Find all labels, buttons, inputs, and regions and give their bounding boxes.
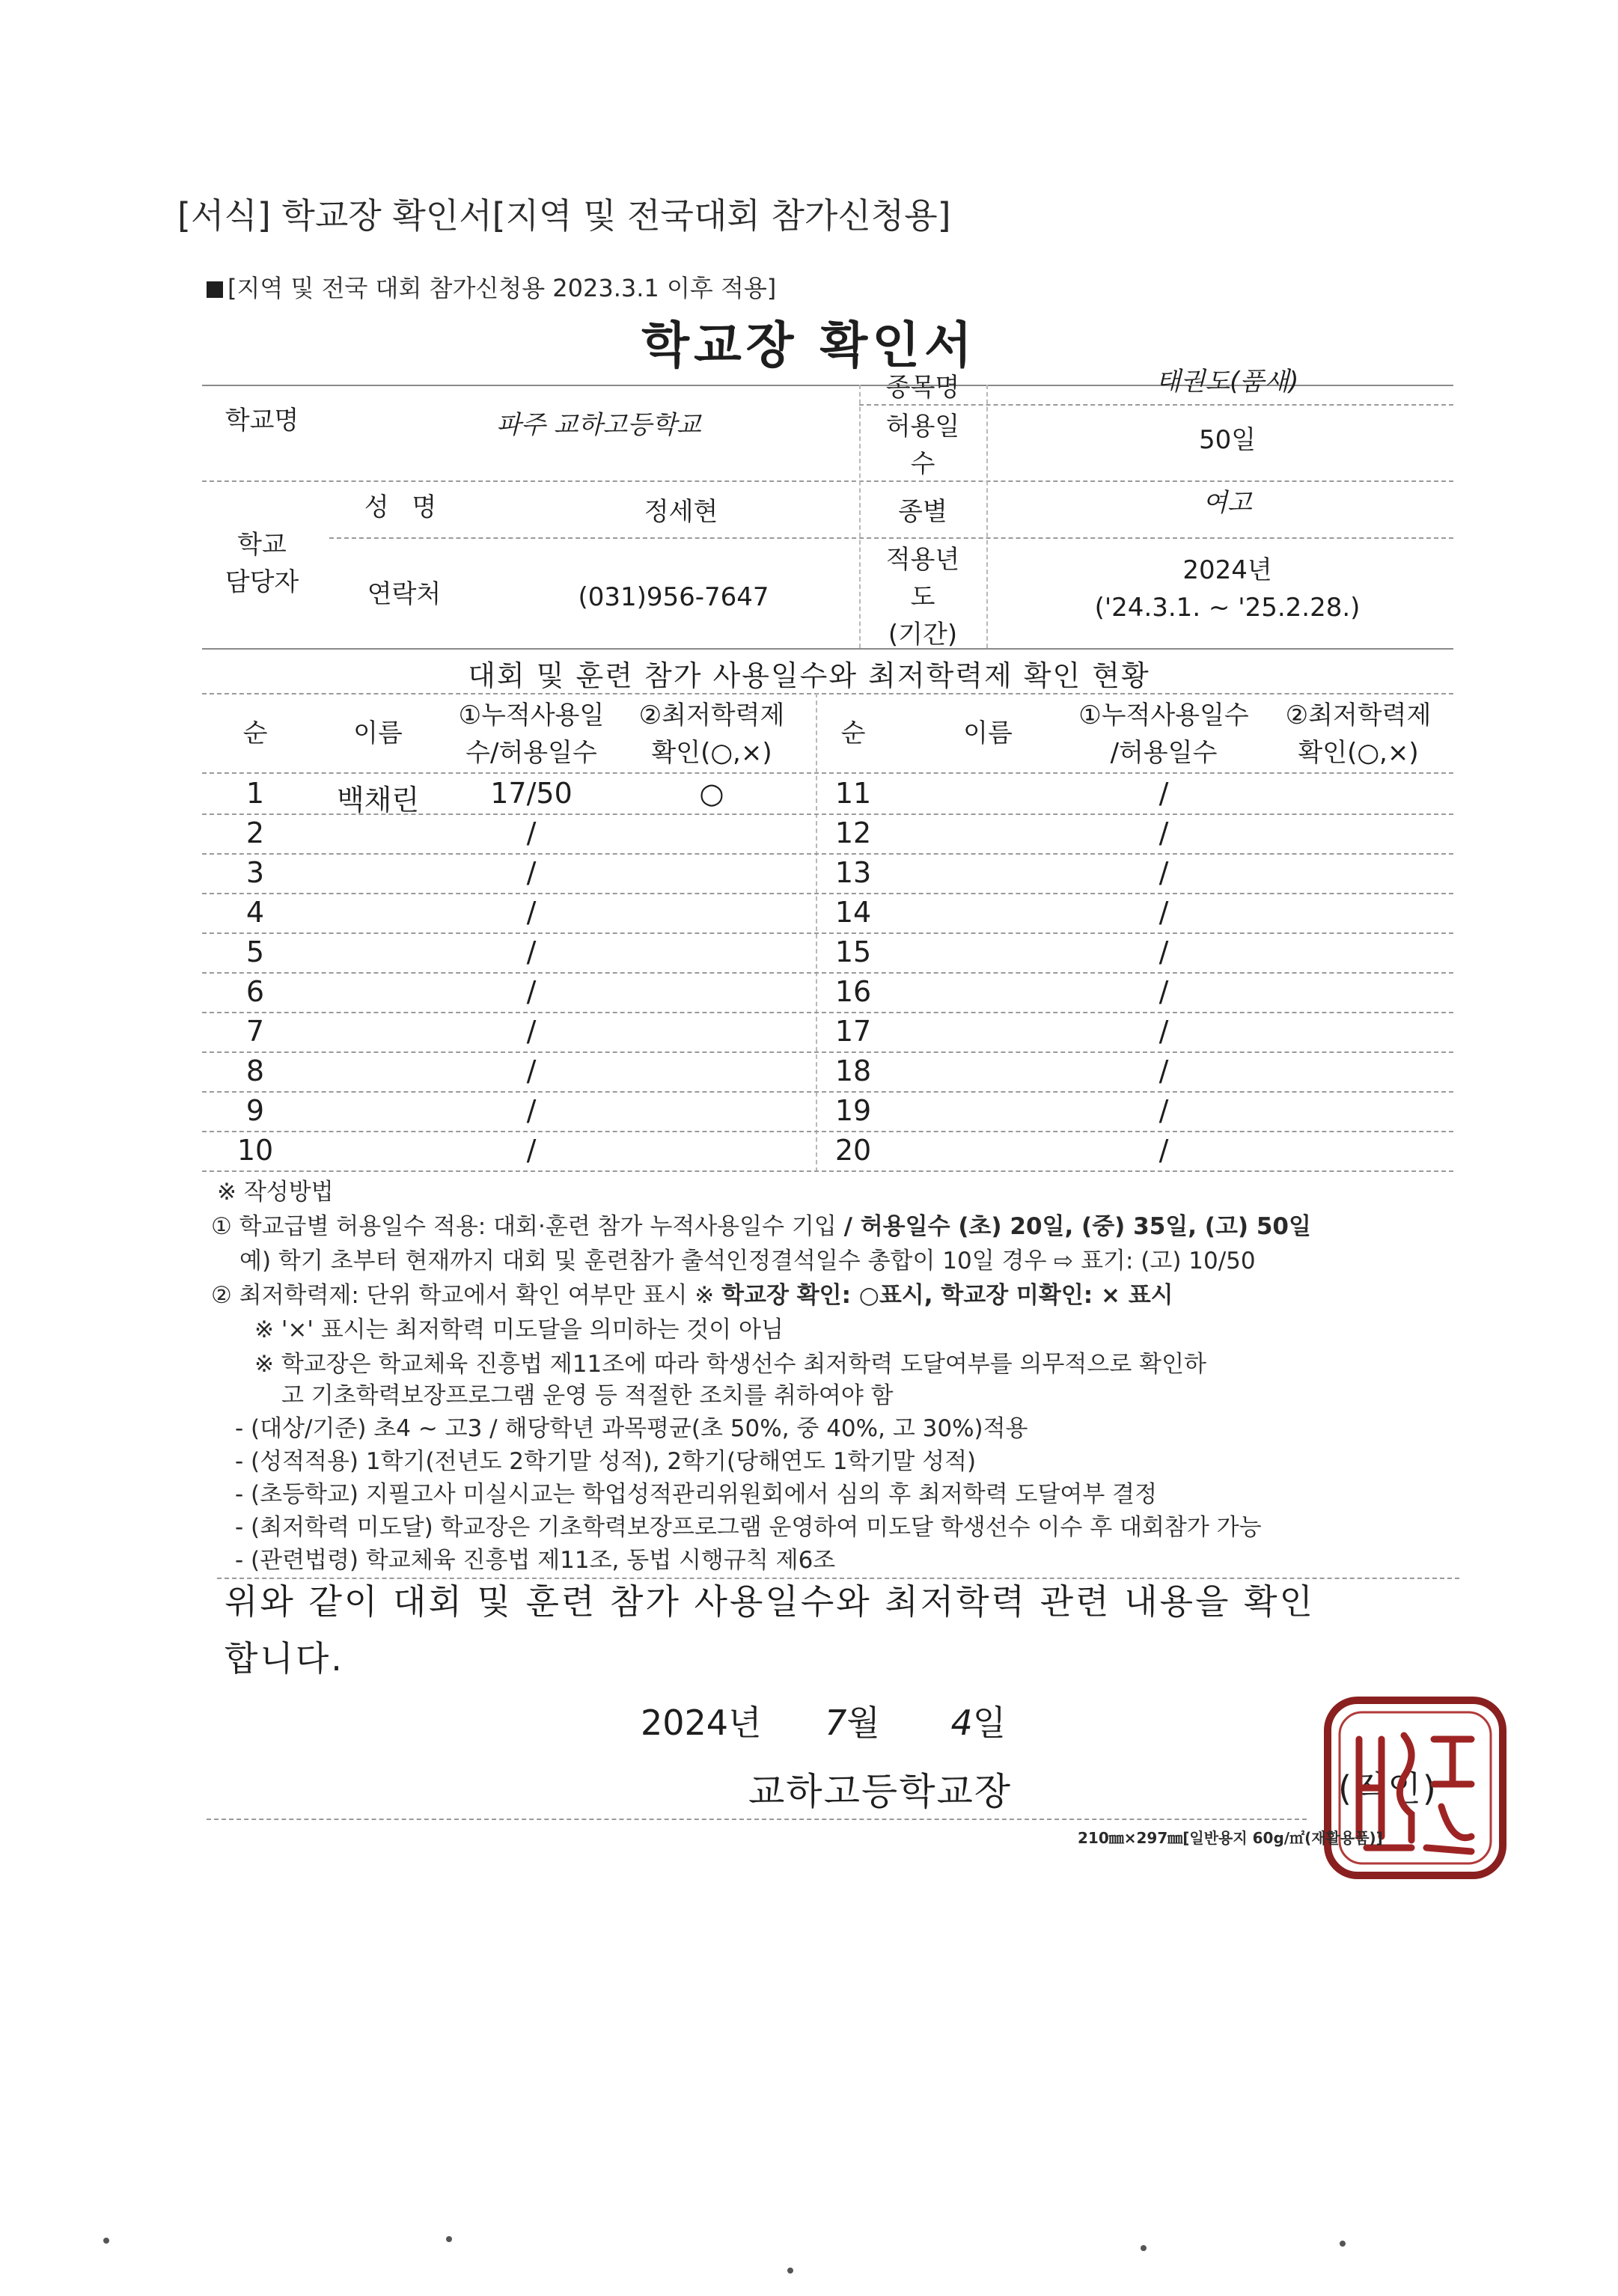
year-value: 2024년	[1182, 555, 1272, 585]
allowed-days-label-2: 수	[910, 449, 935, 479]
row-no-right: 14	[834, 896, 872, 929]
row-days-right: /	[1158, 1134, 1169, 1167]
period-value: ('24.3.1. ~ '25.2.28.)	[1094, 593, 1361, 623]
row-days: 17/50	[490, 777, 573, 810]
row-days: /	[526, 1094, 537, 1127]
event-value: 태권도(품새)	[1156, 367, 1299, 397]
category-value: 여고	[1203, 488, 1252, 518]
confirmation-line-1: 위와 같이 대회 및 훈련 참가 사용일수와 최저학력 관련 내용을 확인	[225, 1581, 1315, 1622]
contact-label: 연락처	[367, 579, 442, 609]
note-2-text: ② 최저학력제: 단위 학교에서 확인 여부만 표시 ※	[211, 1282, 722, 1309]
row-divider	[202, 972, 1453, 974]
header-days-right-1: ①누적사용일수	[1078, 700, 1249, 730]
note-1-example: 예) 학기 초부터 현재까지 대회 및 훈련참가 출석인정결석일수 총합이 10일 경우 ⇨ 표기: (고) 10/50	[239, 1248, 1256, 1274]
row-no-right: 15	[834, 935, 872, 968]
detail-not-reached: - (최저학력 미도달) 학교장은 기초학력보장프로그램 운영하여 미도달 학생선수 이수 후 대회참가 가능	[235, 1514, 1262, 1541]
year-label-2: 도	[910, 582, 935, 612]
row-no: 9	[245, 1094, 265, 1127]
row-no-right: 17	[834, 1015, 872, 1048]
official-seal-icon	[1322, 1694, 1509, 1881]
row-no-right: 20	[834, 1134, 872, 1167]
name-label: 성 명	[364, 492, 445, 522]
row-divider	[202, 853, 1453, 855]
notes-heading: ※ 작성방법	[217, 1179, 334, 1206]
row-days-right: /	[1158, 1094, 1169, 1127]
row-no-right: 16	[834, 975, 872, 1008]
name-value: 정세현	[644, 497, 718, 527]
row-no: 2	[245, 816, 265, 849]
detail-grades: - (성적적용) 1학기(전년도 2학기말 성적), 2학기(당해연도 1학기말 성적)	[235, 1448, 977, 1475]
row-days: /	[526, 975, 537, 1008]
detail-target: - (대상/기준) 초4 ~ 고3 / 해당학년 과목평균(초 50%, 중 40%, 고 30%)적용	[235, 1415, 1028, 1442]
row-check: ○	[699, 777, 724, 810]
note-1	[211, 1211, 1311, 1242]
table-header-border	[202, 772, 1453, 774]
detail-laws: - (관련법령) 학교체육 진흥법 제11조, 동법 시행규칙 제6조	[235, 1547, 836, 1574]
school-label: 학교명	[225, 406, 299, 436]
note-2-sub-2b: 고 기초학력보장프로그램 운영 등 적절한 조치를 취하여야 함	[281, 1382, 894, 1409]
row-no: 8	[245, 1054, 265, 1087]
date-year: 2024년	[641, 1703, 762, 1743]
row-no: 7	[245, 1015, 265, 1048]
date-month-unit: 월	[846, 1703, 880, 1743]
manager-label-1: 학교	[237, 530, 287, 560]
header-days-right-2: /허용일수	[1110, 738, 1218, 768]
header-name-left: 이름	[353, 718, 403, 748]
date-line	[641, 1696, 1006, 1745]
allowed-days-label-1: 허용일	[885, 412, 960, 442]
header-min-left-1: ②최저학력제	[638, 700, 785, 730]
scan-speck	[1141, 2245, 1147, 2251]
row-no-right: 11	[834, 777, 872, 810]
row-no: 5	[245, 935, 265, 968]
row-days: /	[526, 1054, 537, 1087]
row-days: /	[526, 1015, 537, 1048]
scope-note	[207, 269, 776, 304]
row-days-right: /	[1158, 856, 1169, 889]
row-no-right: 12	[834, 816, 872, 849]
square-bullet-icon	[207, 281, 223, 298]
note-2	[211, 1280, 1173, 1311]
row-no: 4	[245, 896, 265, 929]
scope-note-text: [지역 및 전국 대회 참가신청용 2023.3.1 이후 적용]	[228, 274, 777, 302]
header-days-left-2: 수/허용일수	[465, 738, 597, 768]
contact-value: (031)956-7647	[578, 582, 769, 612]
date-day-unit: 일	[972, 1703, 1007, 1743]
info-divider-3	[329, 537, 1453, 539]
scan-speck	[1340, 2241, 1346, 2247]
header-days-left-1: ①누적사용일	[458, 700, 605, 730]
scan-speck	[787, 2268, 793, 2274]
row-no: 1	[245, 777, 265, 810]
row-days-right: /	[1158, 1054, 1169, 1087]
footer-divider	[207, 1819, 1307, 1820]
manager-label-2: 담당자	[225, 567, 299, 597]
info-col-line-2	[986, 385, 988, 648]
allowed-days-value: 50일	[1198, 425, 1257, 455]
row-no: 6	[245, 975, 265, 1008]
row-divider	[202, 1012, 1453, 1013]
detail-elementary: - (초등학교) 지필고사 미실시교는 학업성적관리위원회에서 심의 후 최저학력 도달여부 결정	[235, 1481, 1158, 1508]
table-title: 대회 및 훈련 참가 사용일수와 최저학력제 확인 현황	[468, 659, 1150, 692]
row-divider	[202, 893, 1453, 894]
row-no: 3	[245, 856, 265, 889]
paper-spec: 210㎜×297㎜[일반용지 60g/㎡(재활용품)]	[1078, 1829, 1383, 1847]
principal-title: 교하고등학교장	[748, 1770, 1013, 1813]
seal-mark: (직인)	[1338, 1768, 1438, 1809]
school-value: 파주 교하고등학교	[496, 410, 701, 440]
event-label: 종목명	[885, 373, 960, 403]
row-days-right: /	[1158, 935, 1169, 968]
header-name-right: 이름	[963, 718, 1013, 748]
row-days-right: /	[1158, 975, 1169, 1008]
info-divider-2	[202, 480, 1453, 482]
category-label: 종별	[898, 497, 947, 527]
row-days: /	[526, 896, 537, 929]
row-no: 10	[236, 1134, 274, 1167]
header-no-right: 순	[840, 718, 866, 748]
row-no-right: 13	[834, 856, 872, 889]
header-no-left: 순	[242, 718, 268, 748]
header-min-right-2: 확인(○,×)	[1298, 738, 1419, 768]
row-days-right: /	[1158, 1015, 1169, 1048]
form-label: [서식] 학교장 확인서[지역 및 전국대회 참가신청용]	[177, 195, 951, 236]
confirmation-line-2: 합니다.	[225, 1638, 344, 1679]
row-days: /	[526, 856, 537, 889]
year-label-3: (기간)	[888, 620, 958, 650]
row-divider	[202, 932, 1453, 934]
date-month: 7	[825, 1703, 847, 1743]
row-divider	[202, 1091, 1453, 1093]
document-title: 학교장 확인서	[641, 317, 977, 374]
row-no-right: 19	[834, 1094, 872, 1127]
note-2-sub-2: ※ 학교장은 학교체육 진흥법 제11조에 따라 학생선수 최저학력 도달여부를 의무적으로 확인하	[254, 1351, 1206, 1378]
row-no-right: 18	[834, 1054, 872, 1087]
scan-speck	[446, 2236, 452, 2242]
row-days-right: /	[1158, 816, 1169, 849]
note-1-allowance: / 허용일수 (초) 20일, (중) 35일, (고) 50일	[843, 1213, 1311, 1240]
row-days-right: /	[1158, 896, 1169, 929]
note-1-text: ① 학교급별 허용일수 적용: 대회·훈련 참가 누적사용일수 기입	[211, 1213, 844, 1240]
note-2-marking: 학교장 확인: ○표시, 학교장 미확인: × 표시	[721, 1282, 1173, 1309]
date-day: 4	[950, 1703, 973, 1743]
row-divider	[202, 813, 1453, 815]
table-title-border	[202, 693, 1453, 694]
row-days: /	[526, 1134, 537, 1167]
info-bottom-border	[202, 648, 1453, 650]
scan-speck	[103, 2238, 109, 2244]
header-min-right-1: ②최저학력제	[1285, 700, 1432, 730]
row-divider	[202, 1051, 1453, 1053]
row-name: 백채린	[336, 784, 420, 816]
header-min-left-2: 확인(○,×)	[651, 738, 772, 768]
row-divider	[202, 1170, 1453, 1172]
year-label-1: 적용년	[885, 545, 960, 575]
row-days: /	[526, 816, 537, 849]
row-divider	[202, 1131, 1453, 1132]
row-days-right: /	[1158, 777, 1169, 810]
note-2-sub-1: ※ '×' 표시는 최저학력 미도달을 의미하는 것이 아님	[254, 1316, 784, 1343]
row-days: /	[526, 935, 537, 968]
